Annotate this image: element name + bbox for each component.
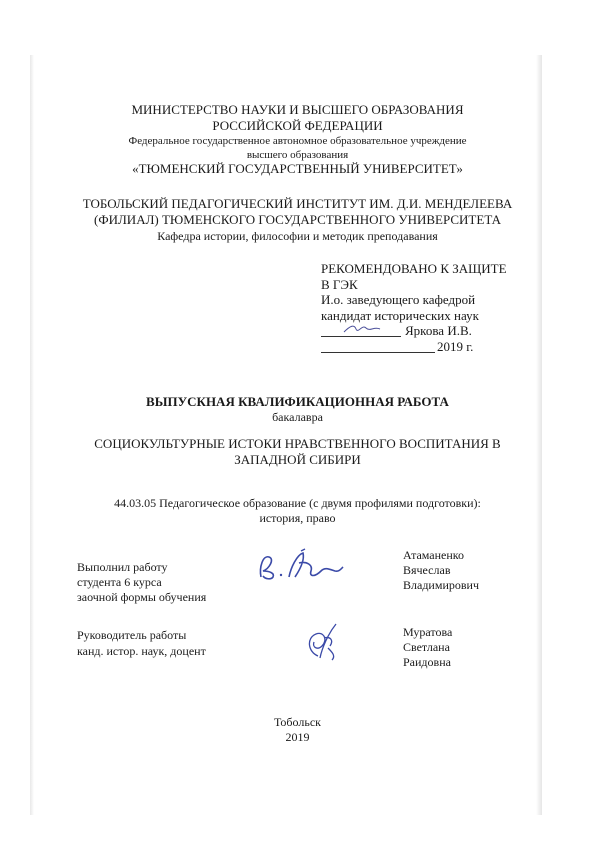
- approval-signature-icon: [342, 320, 382, 338]
- author-signature-icon: [255, 547, 345, 583]
- supervisor-signature-icon: [298, 618, 346, 666]
- approval-line-4: кандидат исторических наук: [321, 308, 479, 323]
- institute-line-1: ТОБОЛЬСКИЙ ПЕДАГОГИЧЕСКИЙ ИНСТИТУТ ИМ. Д.И. МЕНДЕЛЕЕВА: [82, 196, 513, 211]
- education-level-line: высшего образования: [246, 149, 349, 161]
- supervisor-first-name: Светлана: [403, 640, 450, 654]
- supervisor-label-line-2: канд. истор. наук, доцент: [77, 644, 206, 658]
- author-label-line-2: студента 6 курса: [77, 575, 162, 589]
- university-name: «ТЮМЕНСКИЙ ГОСУДАРСТВЕННЫЙ УНИВЕРСИТЕТ»: [132, 161, 463, 176]
- supervisor-patronymic: Раидовна: [403, 655, 451, 669]
- work-type: ВЫПУСКНАЯ КВАЛИФИКАЦИОННАЯ РАБОТА: [146, 394, 449, 409]
- year: 2019: [285, 730, 310, 744]
- ministry-line-2: РОССИЙСКОЙ ФЕДЕРАЦИИ: [212, 118, 383, 133]
- approval-date-line: [321, 352, 435, 353]
- program-line-1: 44.03.05 Педагогическое образование (с двумя профилями подготовки):: [114, 496, 481, 510]
- author-surname: Атаманенко: [403, 548, 465, 562]
- institute-line-2: (ФИЛИАЛ) ТЮМЕНСКОГО ГОСУДАРСТВЕННОГО УНИВЕРСИТЕТА: [94, 212, 501, 227]
- author-label-line-1: Выполнил работу: [77, 560, 168, 574]
- approval-signer: Яркова И.В.: [405, 323, 472, 338]
- approval-line-2: В ГЭК: [321, 277, 358, 292]
- supervisor-label-line-1: Руководитель работы: [77, 628, 187, 642]
- approval-date: 2019 г.: [437, 339, 474, 354]
- city: Тобольск: [274, 715, 321, 729]
- ministry-line-1: МИНИСТЕРСТВО НАУКИ И ВЫСШЕГО ОБРАЗОВАНИЯ: [131, 102, 464, 117]
- supervisor-surname: Муратова: [403, 625, 453, 639]
- approval-line-3: И.о. заведующего кафедрой: [321, 292, 476, 307]
- institution-type-line: Федеральное государственное автономное образовательное учреждение: [128, 135, 467, 147]
- work-title-line-2: ЗАПАДНОЙ СИБИРИ: [234, 452, 361, 467]
- program-line-2: история, право: [259, 511, 336, 525]
- department-name: Кафедра истории, философии и методик преподавания: [157, 229, 438, 243]
- work-degree: бакалавра: [272, 410, 323, 424]
- author-first-name: Вячеслав: [403, 563, 451, 577]
- approval-line-1: РЕКОМЕНДОВАНО К ЗАЩИТЕ: [321, 261, 507, 276]
- author-patronymic: Владимирович: [403, 578, 479, 592]
- work-title-line-1: СОЦИОКУЛЬТУРНЫЕ ИСТОКИ НРАВСТВЕННОГО ВОСПИТАНИЯ В: [94, 436, 501, 451]
- author-label-line-3: заочной формы обучения: [77, 590, 207, 604]
